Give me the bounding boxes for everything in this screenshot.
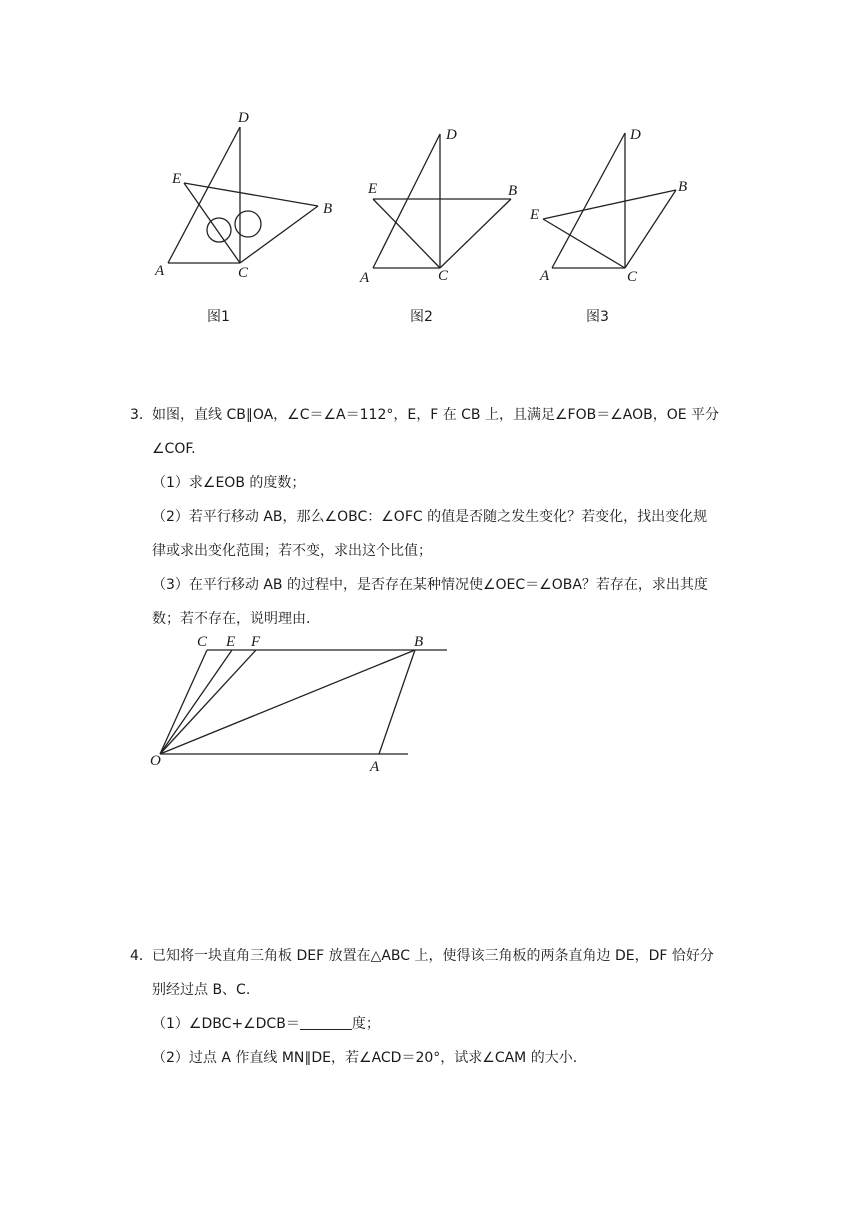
q4-line-1: 已知将一块直角三角板 DEF 放置在△ABC 上，使得该三角板的两条直角边 DE，DF 恰好分 xyxy=(152,948,714,964)
fig3-label-c: C xyxy=(627,269,638,285)
q3-label-e: E xyxy=(226,634,236,650)
q3-line-2: ∠COF. xyxy=(152,441,196,457)
fig2-label-e: E xyxy=(368,181,378,197)
q3-figure xyxy=(0,630,860,790)
figure-1 xyxy=(154,110,332,325)
fig3-label-a: A xyxy=(540,268,550,284)
fig1-label-a: A xyxy=(155,263,165,279)
fig1-label-d: D xyxy=(238,110,249,126)
q3-label-a: A xyxy=(370,759,380,775)
fig2-label-a: A xyxy=(360,270,370,286)
q3-number: 3． xyxy=(130,407,153,423)
q4-part-1 xyxy=(152,1014,380,1034)
fig2-label-c: C xyxy=(438,268,449,284)
q3-part-2b: 律或求出变化范围；若不变，求出这个比值； xyxy=(152,543,432,559)
fig3-caption: 图3 xyxy=(586,309,609,325)
figure-3 xyxy=(529,127,687,325)
top-figures xyxy=(0,0,860,340)
fig1-label-b: B xyxy=(323,201,333,217)
q4-number: 4． xyxy=(130,948,153,964)
q4-part-2: （2）过点 A 作直线 MN∥DE，若∠ACD＝20°，试求∠CAM 的大小. xyxy=(152,1050,578,1066)
q3-label-o: O xyxy=(150,753,161,769)
q3-line-1: 如图，直线 CB∥OA，∠C＝∠A＝112°，E，F 在 CB 上，且满足∠FOB＝∠AOB，OE 平分 xyxy=(152,407,720,423)
figure-2 xyxy=(359,127,517,325)
q3-label-f: F xyxy=(251,634,261,650)
q3-part-3b: 数；若不存在，说明理由. xyxy=(152,611,311,627)
q3-part-2a: （2）若平行移动 AB，那么∠OBC：∠OFC 的值是否随之发生变化？若变化，找出变化规 xyxy=(152,509,708,525)
fig1-caption: 图1 xyxy=(207,309,230,325)
fig1-label-e: E xyxy=(172,171,182,187)
q3-part-1: （1）求∠EOB 的度数； xyxy=(152,475,306,491)
fig3-label-b: B xyxy=(678,179,688,195)
q3-label-b: B xyxy=(414,634,424,650)
q4-part-1-prefix: （1）∠DBC+∠DCB＝ xyxy=(152,1016,300,1032)
fig2-label-d: D xyxy=(446,127,457,143)
q4-line-2: 别经过点 B、C. xyxy=(152,982,251,998)
q4-part-1-suffix: 度； xyxy=(351,1016,380,1032)
fig2-label-b: B xyxy=(508,183,518,199)
fig1-label-c: C xyxy=(238,265,249,281)
fig3-label-d: D xyxy=(630,127,641,143)
fig3-label-e: E xyxy=(530,207,540,223)
answer-blank[interactable] xyxy=(300,1015,352,1030)
q3-label-c: C xyxy=(197,634,208,650)
fig2-caption: 图2 xyxy=(410,309,433,325)
q3-part-3a: （3）在平行移动 AB 的过程中，是否存在某种情况使∠OEC＝∠OBA？若存在，求出其度 xyxy=(152,577,708,593)
